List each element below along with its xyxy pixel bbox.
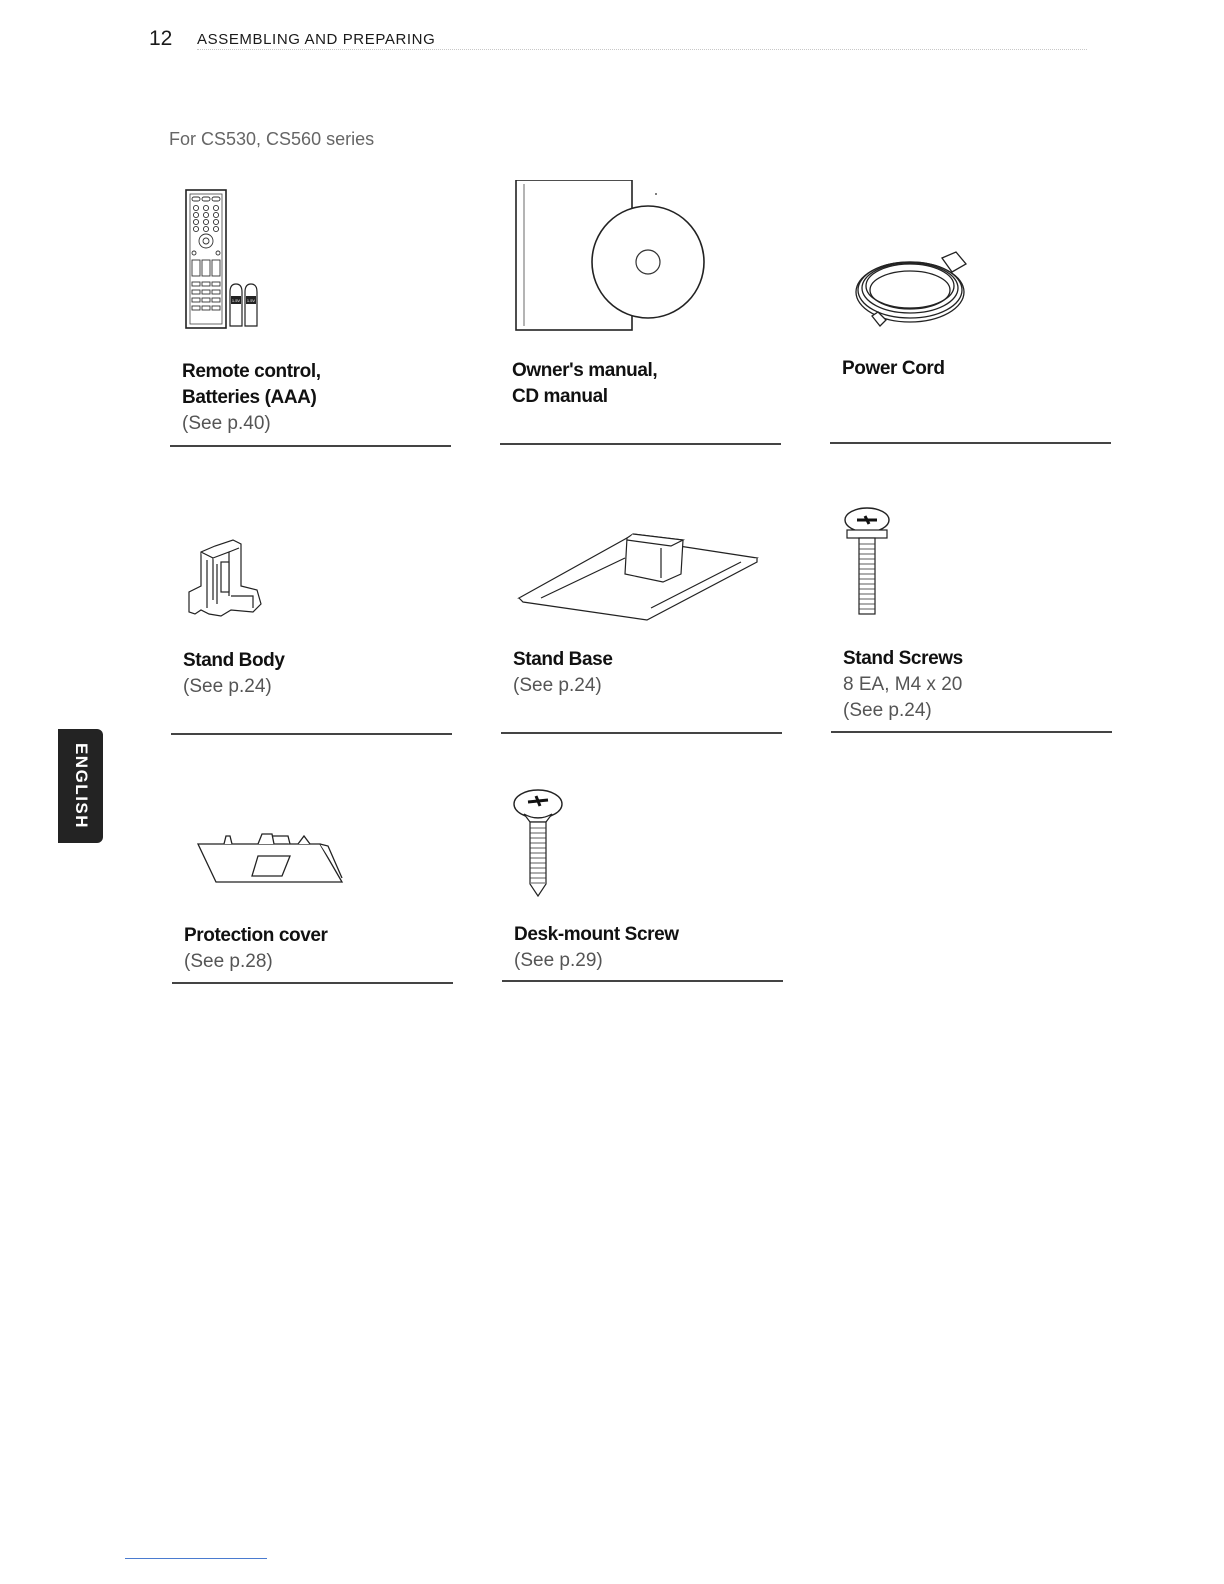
item-name: Protection cover bbox=[184, 925, 328, 946]
item-name: CD manual bbox=[512, 386, 608, 407]
item-divider bbox=[501, 732, 782, 734]
item-name: Power Cord bbox=[842, 358, 945, 379]
page-header bbox=[149, 27, 1089, 51]
item-stand-screws bbox=[831, 500, 1112, 740]
item-divider bbox=[500, 443, 781, 445]
item-note: (See p.24) bbox=[843, 700, 932, 721]
stand-body-icon bbox=[171, 500, 452, 640]
item-stand-body bbox=[171, 500, 452, 740]
battery-label: 1.5V bbox=[231, 298, 241, 303]
item-note: (See p.40) bbox=[182, 413, 271, 434]
item-note: (See p.24) bbox=[183, 676, 272, 697]
item-note: (See p.24) bbox=[513, 675, 602, 696]
remote-control-icon bbox=[170, 180, 451, 340]
stand-base-icon bbox=[501, 500, 782, 640]
item-owners-manual bbox=[500, 180, 781, 450]
item-divider bbox=[830, 442, 1111, 444]
item-name: Batteries (AAA) bbox=[182, 387, 317, 408]
desk-mount-screw-icon bbox=[502, 780, 783, 910]
item-divider bbox=[171, 733, 452, 735]
manual-cd-icon bbox=[500, 180, 781, 340]
item-name: Stand Base bbox=[513, 649, 613, 670]
header-rule bbox=[197, 49, 1087, 50]
power-cord-icon bbox=[830, 180, 1111, 340]
item-name: Stand Body bbox=[183, 650, 285, 671]
series-subtitle: For CS530, CS560 series bbox=[169, 129, 375, 149]
item-stand-base bbox=[501, 500, 782, 740]
item-divider bbox=[172, 982, 453, 984]
battery-label: 1.5V bbox=[246, 298, 256, 303]
language-tab-label: ENGLISH bbox=[71, 742, 91, 830]
item-remote-control bbox=[170, 180, 451, 450]
item-protection-cover bbox=[172, 780, 453, 990]
protection-cover-icon bbox=[172, 780, 453, 900]
item-name: Desk-mount Screw bbox=[514, 924, 679, 945]
item-name: Stand Screws bbox=[843, 648, 963, 669]
item-power-cord bbox=[830, 180, 1111, 450]
item-divider bbox=[502, 980, 783, 982]
item-note: (See p.28) bbox=[184, 951, 273, 972]
item-note: 8 EA, M4 x 20 bbox=[843, 674, 963, 695]
item-note: (See p.29) bbox=[514, 950, 603, 971]
item-name: Remote control, bbox=[182, 361, 321, 382]
item-desk-mount-screw bbox=[502, 780, 783, 990]
item-divider bbox=[831, 731, 1112, 733]
footer-line bbox=[125, 1558, 267, 1559]
section-title: ASSEMBLING AND PREPARING bbox=[197, 31, 436, 48]
page-number: 12 bbox=[149, 27, 173, 50]
language-tab bbox=[58, 729, 103, 843]
item-divider bbox=[170, 445, 451, 447]
stand-screw-icon bbox=[831, 500, 1112, 640]
item-name: Owner's manual, bbox=[512, 360, 658, 381]
